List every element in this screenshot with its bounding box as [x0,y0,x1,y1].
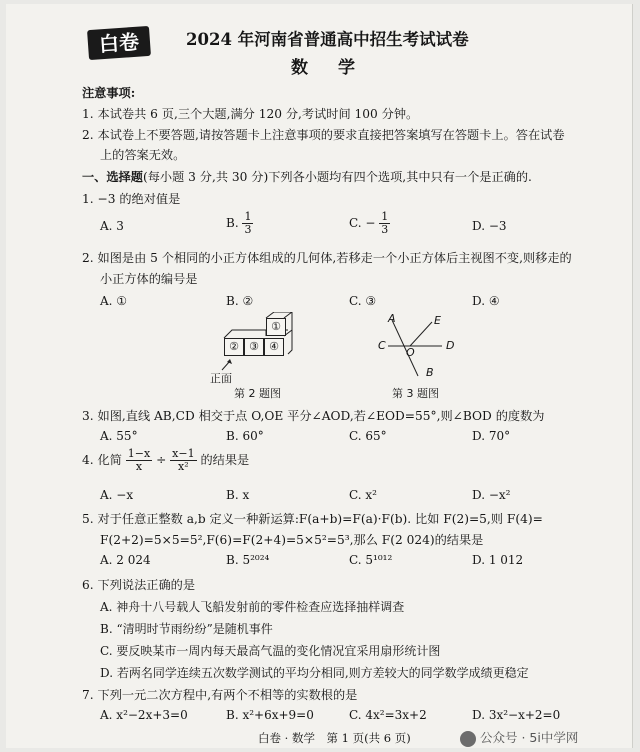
q2-stem-line2: 小正方体的编号是 [100,272,198,286]
figure-2-caption: 第 2 题图 [234,387,281,400]
watermark-text: 公众号 · 5i中学网 [480,730,579,745]
exam-page [6,4,633,748]
ray-oe [410,322,432,346]
notes-heading: 注意事项: [82,86,136,100]
wechat-icon [460,731,476,747]
label-b: B [426,366,434,379]
figure-3-caption: 第 3 题图 [392,387,439,400]
q2-option-c: C. ③ [349,294,377,308]
q5-option-d: D. 1 012 [472,553,524,567]
q4-option-d: D. −x² [472,488,511,502]
q6-option-b: B. “清明时节雨纷纷”是随机事件 [100,622,273,636]
page-footer: 白卷 · 数学 第 1 页(共 6 页) [258,731,411,745]
q1-stem: 1. −3 的绝对值是 [82,192,181,206]
q3-option-d: D. 70° [472,429,511,443]
q2-option-d: D. ④ [472,294,500,308]
q4-stem: 4. 化简 $\frac{1-x}{x}$ ÷ $\frac{x-1}{\text{x²}}$ 的结果是 [82,447,250,473]
cube-2: ② [224,338,244,356]
q2-option-a: A. ① [100,294,128,308]
q6-stem: 6. 下列说法正确的是 [82,578,196,592]
cube-1: ① [266,318,286,336]
q7-option-a: A. x²−2x+3=0 [100,708,188,722]
q1-option-b: B. $\frac{1}{3}$ [226,210,252,236]
label-e: E [434,314,441,327]
q6-option-d: D. 若两名同学连续五次数学测试的平均分相同,则方差较大的同学数学成绩更稳定 [100,666,529,680]
q4-option-b: B. x [226,488,250,502]
q5-stem-line2: F(2+2)=5×5=5²,F(6)=F(2+4)=5×5²=5³,那么 F(2 024)的结果是 [100,533,484,547]
q6-option-a: A. 神舟十八号载人飞船发射前的零件检查应选择抽样调查 [100,600,405,614]
q3-stem: 3. 如图,直线 AB,CD 相交于点 O,OE 平分∠AOD,若∠EOD=55°,则∠BOD 的度数为 [82,409,545,423]
q3-option-a: A. 55° [100,429,138,443]
section-1-header [82,168,532,185]
q5-option-c: C. 5¹⁰¹² [349,553,393,567]
q5-option-b: B. 5²⁰²⁴ [226,553,270,567]
front-label: 正面 [210,372,232,385]
cube-4: ④ [264,338,284,356]
front-arrow-icon [220,358,234,372]
q5-stem-line1: 5. 对于任意正整数 a,b 定义一种新运算:F(a+b)=F(a)·F(b). 比如 F(2)=5,则 F(4)= [82,512,543,526]
q7-stem: 7. 下列一元二次方程中,有两个不相等的实数根的是 [82,688,358,702]
q5-option-a: A. 2 024 [100,553,151,567]
q3-option-b: B. 60° [226,429,264,443]
q4-option-c: C. x² [349,488,377,502]
q2-stem-line1: 2. 如图是由 5 个相同的小正方体组成的几何体,若移走一个小正方体后主视图不变,则移走的 [82,251,572,265]
baijuan-badge: 白卷 [87,26,151,60]
q7-option-b: B. x²+6x+9=0 [226,708,314,722]
q7-option-d: D. 3x²−x+2=0 [472,708,561,722]
q1-option-a: A. 3 [100,219,124,233]
label-o: O [406,346,415,359]
cube-3: ③ [244,338,264,356]
section-1-label: 一、选择题 [82,170,143,184]
q2-option-b: B. ② [226,294,254,308]
q4-option-a: A. −x [100,488,134,502]
label-c: C [378,339,386,352]
section-1-desc: (每小题 3 分,共 30 分)下列各小题均有四个选项,其中只有一个是正确的. [142,170,532,184]
q6-option-c: C. 要反映某市一周内每天最高气温的变化情况宜采用扇形统计图 [100,644,441,658]
note-2-cont: 上的答案无效。 [100,148,186,162]
q1-option-d: D. −3 [472,219,507,233]
q7-option-c: C. 4x²=3x+2 [349,708,427,722]
note-2: 2. 本试卷上不要答题,请按答题卡上注意事项的要求直接把答案填写在答题卡上。答在试卷 [82,128,565,142]
exam-title: 2024 年河南省普通高中招生考试试卷 [186,30,469,49]
subject-title: 数学 [291,58,385,78]
label-d: D [446,339,455,352]
note-1: 1. 本试卷共 6 页,三个大题,满分 120 分,考试时间 100 分钟。 [82,107,419,121]
label-a: A [388,312,396,325]
q1-option-c: C. − $\frac{1}{3}$ [349,210,389,236]
watermark [460,728,578,747]
q3-option-c: C. 65° [349,429,387,443]
